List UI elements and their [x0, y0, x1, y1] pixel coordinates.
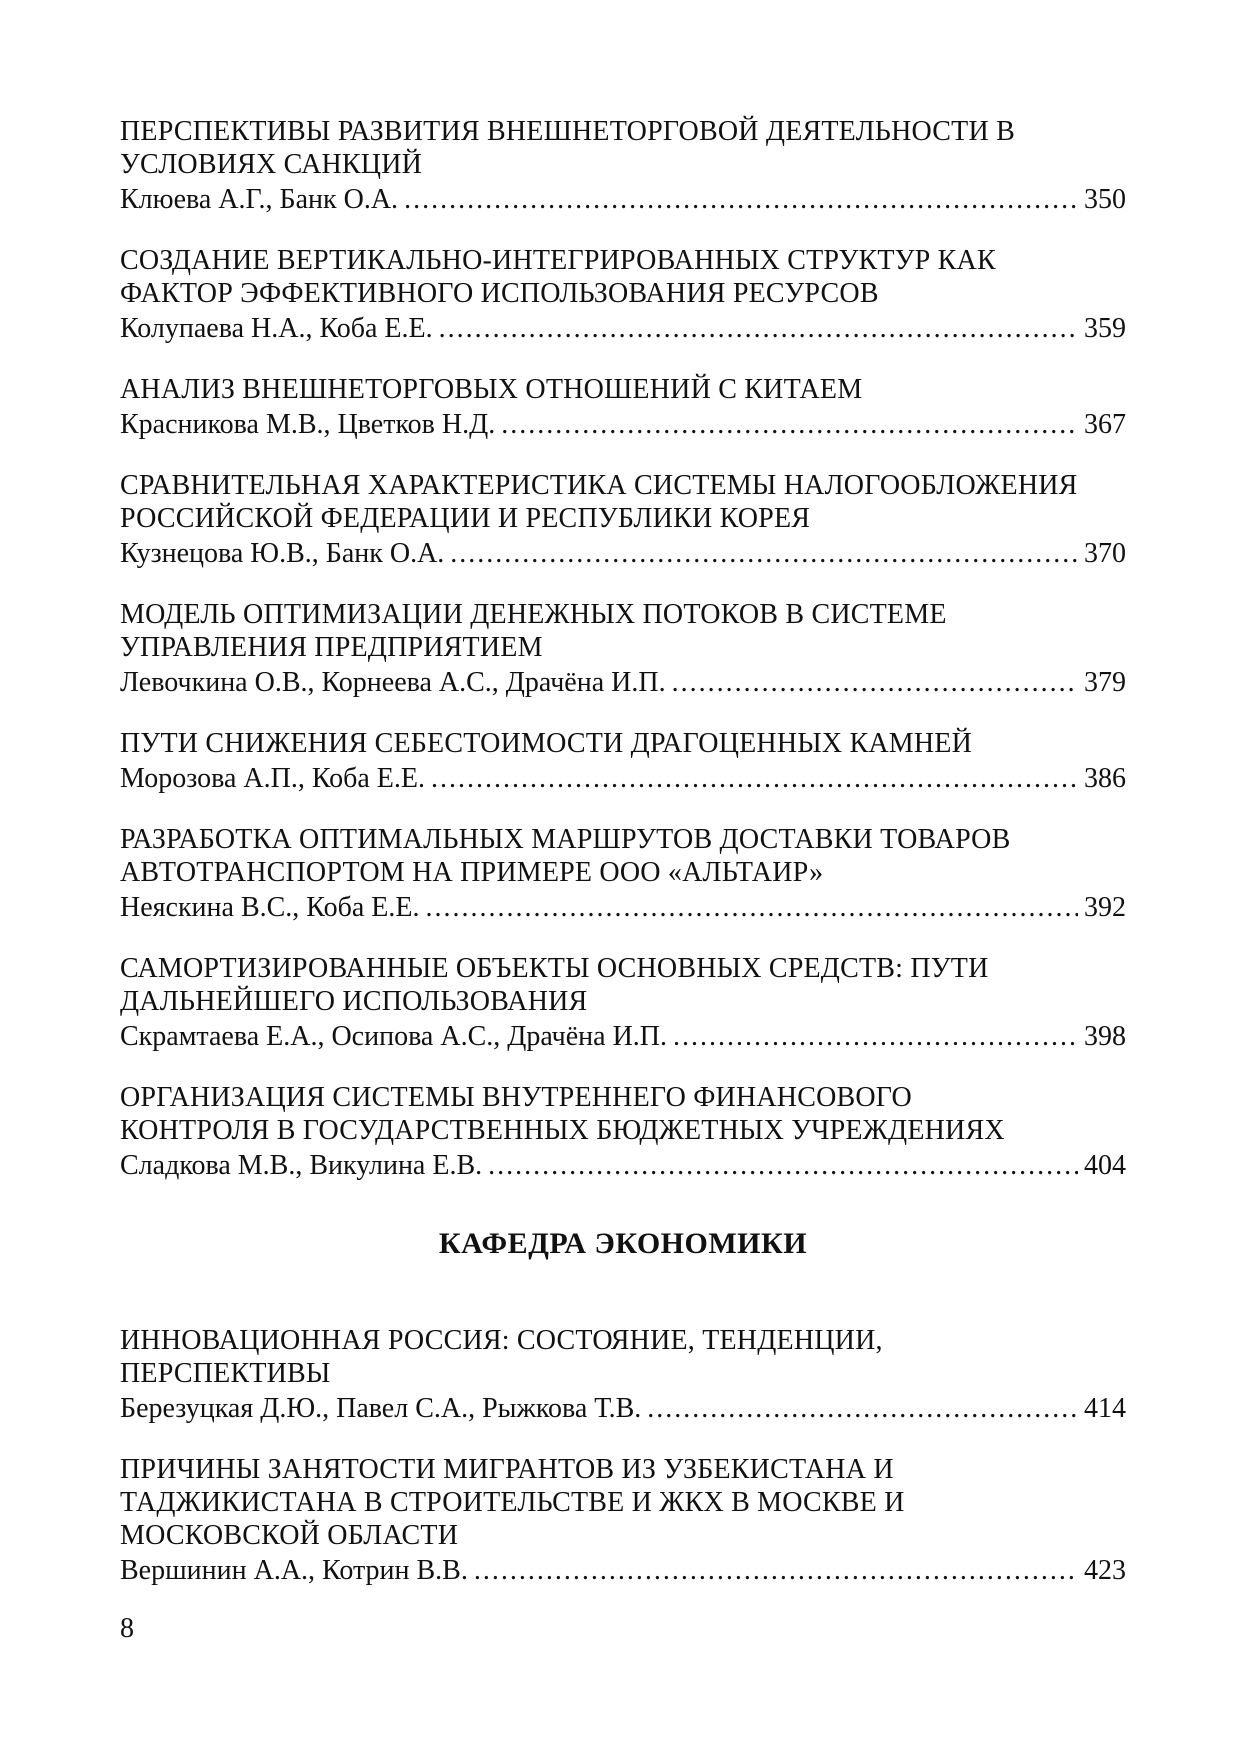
entry-page-number: 392	[1084, 892, 1126, 923]
entry-page-number: 404	[1084, 1150, 1126, 1181]
entry-authors: Красникова М.В., Цветков Н.Д.	[120, 409, 496, 440]
entry-title-line: РОССИЙСКОЙ ФЕДЕРАЦИИ И РЕСПУБЛИКИ КОРЕЯ	[120, 503, 811, 534]
toc-entry[interactable]	[120, 1453, 1126, 1587]
entry-title-line: АВТОТРАНСПОРТОМ НА ПРИМЕРЕ ООО «АЛЬТАИР»	[120, 857, 824, 888]
entry-title-line: МОСКОВСКОЙ ОБЛАСТИ	[120, 1520, 459, 1551]
toc-entry[interactable]	[120, 1324, 1126, 1425]
toc-entry[interactable]	[120, 1081, 1126, 1182]
entry-page-number: 386	[1084, 763, 1126, 794]
entry-page-number: 367	[1084, 409, 1126, 440]
entry-title-line: САМОРТИЗИРОВАННЫЕ ОБЪЕКТЫ ОСНОВНЫХ СРЕДСТВ: ПУТИ	[120, 953, 989, 984]
entry-author-line	[120, 408, 1126, 441]
entry-author-line	[120, 183, 1126, 216]
entry-authors: Березуцкая Д.Ю., Павел С.А., Рыжкова Т.В.	[120, 1393, 642, 1424]
dot-leader	[450, 537, 1078, 570]
dot-leader	[672, 666, 1078, 699]
toc-group-before	[120, 115, 1126, 1182]
entry-author-line	[120, 1554, 1126, 1587]
entry-title-line: КОНТРОЛЯ В ГОСУДАРСТВЕННЫХ БЮДЖЕТНЫХ УЧРЕЖДЕНИЯХ	[120, 1115, 1005, 1146]
toc-entry[interactable]	[120, 727, 1126, 795]
entry-page-number: 423	[1084, 1555, 1126, 1586]
entry-title-line: ПУТИ СНИЖЕНИЯ СЕБЕСТОИМОСТИ ДРАГОЦЕННЫХ КАМНЕЙ	[120, 728, 973, 759]
entry-title-line: ИННОВАЦИОННАЯ РОССИЯ: СОСТОЯНИЕ, ТЕНДЕНЦИИ,	[120, 1325, 883, 1356]
toc-entry[interactable]	[120, 823, 1126, 924]
entry-title-line: РАЗРАБОТКА ОПТИМАЛЬНЫХ МАРШРУТОВ ДОСТАВКИ ТОВАРОВ	[120, 824, 1011, 855]
entry-title-line: ТАДЖИКИСТАНА В СТРОИТЕЛЬСТВЕ И ЖКХ В МОСКВЕ И	[120, 1487, 905, 1518]
table-of-contents	[120, 115, 1126, 1615]
entry-author-line	[120, 1020, 1126, 1053]
entry-title-line: ПРИЧИНЫ ЗАНЯТОСТИ МИГРАНТОВ ИЗ УЗБЕКИСТАНА И	[120, 1454, 894, 1485]
entry-authors: Клюева А.Г., Банк О.А.	[120, 184, 399, 215]
dot-leader	[439, 312, 1078, 345]
entry-page-number: 398	[1084, 1021, 1126, 1052]
entry-authors: Неяскина В.С., Коба Е.Е.	[120, 892, 420, 923]
entry-authors: Вершинин А.А., Котрин В.В.	[120, 1555, 468, 1586]
entry-author-line	[120, 1392, 1126, 1425]
entry-authors: Скрамтаева Е.А., Осипова А.С., Драчёна И.П.	[120, 1021, 668, 1052]
page-number: 8	[120, 1613, 134, 1644]
toc-entry[interactable]	[120, 373, 1126, 441]
entry-authors: Левочкина О.В., Корнеева А.С., Драчёна И.П.	[120, 667, 666, 698]
entry-author-line	[120, 891, 1126, 924]
entry-title-line: ФАКТОР ЭФФЕКТИВНОГО ИСПОЛЬЗОВАНИЯ РЕСУРСОВ	[120, 278, 879, 309]
entry-title-line: ДАЛЬНЕЙШЕГО ИСПОЛЬЗОВАНИЯ	[120, 986, 588, 1017]
toc-entry[interactable]	[120, 244, 1126, 345]
entry-author-line	[120, 537, 1126, 570]
dot-leader	[404, 183, 1078, 216]
dot-leader	[501, 408, 1078, 441]
entry-authors: Сладкова М.В., Викулина Е.В.	[120, 1150, 483, 1181]
toc-entry[interactable]	[120, 598, 1126, 699]
entry-title-line: СРАВНИТЕЛЬНАЯ ХАРАКТЕРИСТИКА СИСТЕМЫ НАЛОГООБЛОЖЕНИЯ	[120, 470, 1078, 501]
dot-leader	[425, 891, 1078, 924]
entry-page-number: 359	[1084, 313, 1126, 344]
toc-group-after	[120, 1324, 1126, 1587]
entry-title-line: СОЗДАНИЕ ВЕРТИКАЛЬНО-ИНТЕГРИРОВАННЫХ СТРУКТУР КАК	[120, 245, 996, 276]
entry-page-number: 414	[1084, 1393, 1126, 1424]
entry-title-line: АНАЛИЗ ВНЕШНЕТОРГОВЫХ ОТНОШЕНИЙ С КИТАЕМ	[120, 374, 863, 405]
entry-authors: Морозова А.П., Коба Е.Е.	[120, 763, 425, 794]
toc-entry[interactable]	[120, 469, 1126, 570]
entry-title-line: МОДЕЛЬ ОПТИМИЗАЦИИ ДЕНЕЖНЫХ ПОТОКОВ В СИСТЕМЕ	[120, 599, 947, 630]
entry-page-number: 370	[1084, 538, 1126, 569]
entry-title-line: УСЛОВИЯХ САНКЦИЙ	[120, 149, 423, 180]
entry-author-line	[120, 312, 1126, 345]
entry-authors: Кузнецова Ю.В., Банк О.А.	[120, 538, 445, 569]
dot-leader	[647, 1392, 1078, 1425]
dot-leader	[474, 1554, 1078, 1587]
dot-leader	[488, 1149, 1078, 1182]
entry-title-line: ПЕРСПЕКТИВЫ	[120, 1358, 331, 1389]
entry-authors: Колупаева Н.А., Коба Е.Е.	[120, 313, 433, 344]
section-heading: КАФЕДРА ЭКОНОМИКИ	[438, 1227, 808, 1260]
entry-title-line: УПРАВЛЕНИЯ ПРЕДПРИЯТИЕМ	[120, 632, 543, 663]
toc-entry[interactable]	[120, 115, 1126, 216]
entry-title-line: ПЕРСПЕКТИВЫ РАЗВИТИЯ ВНЕШНЕТОРГОВОЙ ДЕЯТЕЛЬНОСТИ В	[120, 116, 1015, 147]
entry-page-number: 350	[1084, 184, 1126, 215]
entry-author-line	[120, 666, 1126, 699]
dot-leader	[431, 762, 1078, 795]
toc-entry[interactable]	[120, 952, 1126, 1053]
entry-title-line: ОРГАНИЗАЦИЯ СИСТЕМЫ ВНУТРЕННЕГО ФИНАНСОВОГО	[120, 1082, 912, 1113]
entry-page-number: 379	[1084, 667, 1126, 698]
dot-leader	[673, 1020, 1078, 1053]
entry-author-line	[120, 762, 1126, 795]
entry-author-line	[120, 1149, 1126, 1182]
